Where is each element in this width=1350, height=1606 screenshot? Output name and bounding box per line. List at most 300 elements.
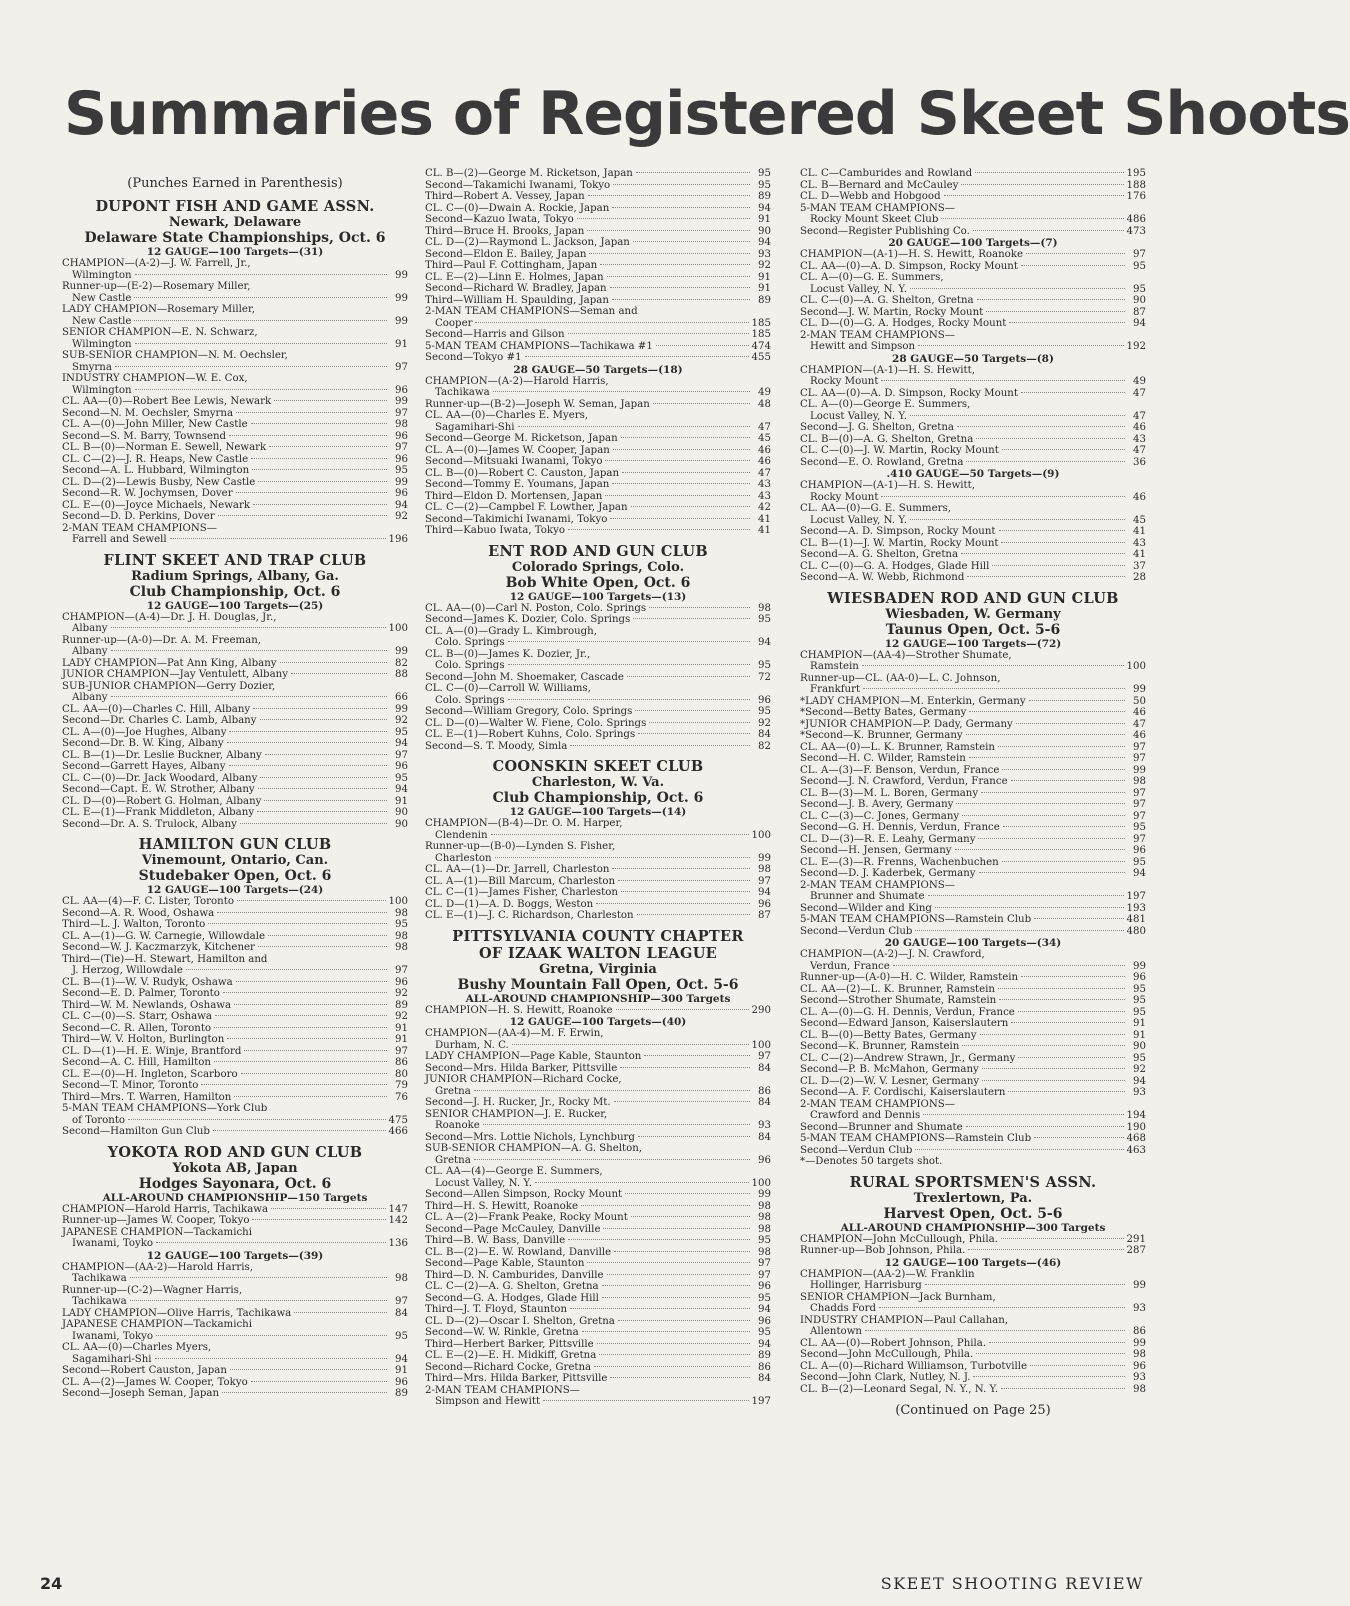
dot-leader [999,530,1125,531]
dot-leader [649,607,750,608]
result-line [425,1281,771,1293]
result-text: CL. AA—(0)—Charles Myers, [62,1342,212,1353]
result-text: INDUSTRY CHAMPION—W. E. Cox, [62,373,248,384]
result-line [62,1308,408,1320]
result-line [425,422,771,434]
dot-leader [1001,1238,1124,1239]
result-line [425,1327,771,1339]
dot-leader [967,576,1125,577]
result-name: Second—John Clark, Nutley, N. J. [800,1372,971,1383]
result-line [800,845,1146,857]
result-text: 2-MAN TEAM CHAMPIONS— [800,879,955,891]
result-score: 96 [758,898,771,910]
club-name: OF IZAAK WALTON LEAGUE [478,944,717,962]
result-score: 90 [1133,295,1146,306]
result-score: 99 [395,476,408,488]
gauge-heading: 12 GAUGE—100 Targets—(39) [146,1249,324,1262]
result-line [62,796,408,808]
dot-leader [130,1300,387,1301]
result-name: Rocky Mount [810,376,879,387]
dot-leader [258,481,387,482]
dot-leader [234,1096,387,1097]
result-line [800,1007,1146,1019]
gauge-heading: 20 GAUGE—100 Targets—(7) [888,237,1058,249]
result-name: Second—Tommy E. Youmans, Japan [425,479,610,490]
result-text: CL. C—(0)—Carroll W. Williams, [425,683,591,694]
result-score: 41 [758,525,771,536]
result-score: 287 [1126,1245,1146,1256]
dot-leader [587,1262,750,1263]
dot-leader [111,650,387,651]
result-name: CL. A—(0)—James W. Cooper, Japan [425,444,610,456]
dot-leader [271,1208,385,1209]
dot-leader [483,1124,750,1125]
result-line [800,742,1146,754]
result-score: 91 [758,283,771,294]
dot-leader [1016,723,1125,724]
result-score: 47 [1133,410,1146,422]
result-line [425,1097,771,1109]
result-name: Iwanami, Toyko [72,1238,154,1249]
result-score: 48 [758,398,771,410]
result-score: 91 [395,795,408,807]
result-name: Second—A. W. Webb, Richmond [800,572,965,583]
result-line [62,431,408,443]
result-name: 5-MAN TEAM CHAMPIONS—Tachikawa #1 [425,340,653,352]
dot-leader [910,415,1125,416]
dot-leader [260,777,387,778]
dot-leader [156,1335,387,1336]
result-name: CL. AA—(0)—Robert Bee Lewis, Newark [62,396,272,407]
result-name: Second—Joseph Seman, Japan [62,1388,220,1399]
dot-leader [508,641,750,642]
result-line [62,477,408,489]
result-line [425,1235,771,1247]
result-name: CL. A—(0)—Richard Williamson, Turbotville [800,1360,1028,1372]
result-score: 97 [1133,741,1146,753]
result-score: 84 [758,729,771,740]
result-score: 96 [395,1376,408,1388]
dot-leader [910,519,1125,520]
result-name: Second—K. Brunner, Ramstein [800,1041,960,1052]
result-text: SUB-SENIOR CHAMPION—N. M. Oechsler, [62,350,288,361]
club-name: PITTSYLVANIA COUNTY CHAPTER [452,927,744,945]
result-name: Second—J. B. Avery, Germany [800,799,954,810]
result-line [425,341,771,353]
result-line [425,1005,771,1017]
result-name: Locust Valley, N. Y. [810,410,908,422]
result-line [425,637,771,649]
club-name: HAMILTON GUN CLUB [138,836,332,853]
result-name: CL. B—(3)—M. L. Boren, Germany [800,787,979,799]
result-name: Second—James K. Dozier, Colo. Springs [425,614,631,625]
result-name: Colo. Springs [435,694,505,706]
result-score: 94 [758,202,771,214]
result-score: 98 [758,864,771,875]
result-score: 94 [395,784,408,795]
dot-leader [973,1376,1125,1377]
club-name: WIESBADEN ROD AND GUN CLUB [827,589,1119,607]
dot-leader [251,423,387,424]
result-score: 98 [395,942,408,953]
gauge-heading: 12 GAUGE—100 Targets—(24) [146,884,324,896]
result-line [425,352,771,364]
result-score: 96 [1133,972,1146,983]
dot-leader [944,195,1124,196]
dot-leader [236,412,387,413]
result-line [62,1238,408,1250]
result-name: Second—Garrett Hayes, Albany [62,761,226,772]
gauge-heading: 12 GAUGE—100 Targets—(31) [146,246,324,258]
result-score: 28 [1133,572,1146,583]
club-location: Radium Springs, Albany, Ga. [131,568,339,584]
dot-leader [208,923,387,924]
result-score: 473 [1126,225,1146,237]
result-score: 92 [395,988,408,999]
result-line [800,707,1146,719]
result-score: 46 [758,444,771,456]
result-line [62,988,408,1000]
result-line [62,646,408,658]
dot-leader [975,172,1123,173]
result-line [425,1155,771,1167]
gauge-heading: 28 GAUGE—50 Targets—(18) [513,363,683,376]
result-score: 99 [395,646,408,657]
result-name: Durham, N. C. [435,1039,509,1051]
result-line [62,534,408,546]
result-score: 90 [395,807,408,818]
result-score: 96 [395,453,408,465]
result-text: CL. A—(0)—George E. Summers, [800,399,971,410]
result-name: CL. B—(0)—A. G. Shelton, Gretna [800,433,974,445]
result-name: Locust Valley, N. Y. [810,283,908,295]
result-name: Second—S. M. Barry, Townsend [62,430,227,442]
result-text: 2-MAN TEAM CHAMPIONS— [800,329,955,341]
result-score: 188 [1126,179,1146,191]
result-line [425,260,771,272]
result-score: 468 [1126,1133,1146,1144]
dot-leader [915,930,1123,931]
result-line [800,168,1146,180]
result-name: LADY CHAMPION—Page Kable, Staunton [425,1051,642,1062]
dot-leader [637,914,750,915]
dot-leader [1018,1057,1125,1058]
event-title: Bushy Mountain Fall Open, Oct. 5-6 [457,976,739,993]
result-name: Frankfurt [810,684,861,695]
result-text: SENIOR CHAMPION—E. N. Schwarz, [62,327,258,338]
club-location: Charleston, W. Va. [531,775,665,790]
dot-leader [612,207,750,208]
result-line [800,834,1146,846]
result-name: Runner-up—(B-2)—Joseph W. Seman, Japan [425,398,650,410]
result-line [62,1069,408,1081]
result-name: Second—Harris and Gilson [425,329,565,340]
result-text: Third—(Tie)—H. Stewart, Hamilton and [62,953,268,965]
result-score: 100 [388,623,408,634]
dot-leader [251,1381,387,1382]
result-name: Rocky Mount Skeet Club [810,214,939,225]
result-line [425,180,771,192]
result-name: Albany [72,623,108,634]
result-score: 99 [395,292,408,304]
dot-leader [597,1343,750,1344]
result-line [62,727,408,739]
result-score: 98 [758,1200,771,1212]
dot-leader [156,1242,386,1243]
result-name: CL. E—(1)—Frank Middleton, Albany [62,807,255,818]
result-score: 89 [758,1350,771,1361]
dot-leader [251,458,387,459]
result-name: Colo. Springs [435,637,505,648]
result-name: J. Herzog, Willowdale [72,965,183,976]
dot-leader [1009,322,1125,323]
dot-leader [280,662,387,663]
result-text: 5-MAN TEAM CHAMPIONS— [800,202,955,214]
dot-leader [879,1307,1125,1308]
result-text: *—Denotes 50 targets shot. [800,1156,943,1167]
result-line [62,761,408,773]
result-name: Locust Valley, N. Y. [810,514,908,526]
result-name: Locust Valley, N. Y. [435,1177,533,1189]
dot-leader [1030,1365,1125,1366]
dot-leader [915,1149,1123,1150]
dot-leader [865,1330,1125,1331]
result-name: CL. C—Camburides and Rowland [800,168,973,179]
dot-leader [602,1285,750,1286]
result-score: 50 [1133,695,1146,707]
result-score: 96 [395,976,408,988]
result-line [425,1224,771,1236]
result-score: 47 [1133,445,1146,456]
result-name: Third—Mrs. Hilda Barker, Pittsville [425,1373,608,1384]
dot-leader [1002,449,1125,450]
dot-leader [568,1239,750,1240]
dot-leader [474,1159,750,1160]
result-name: Second—Page McCauley, Danville [425,1223,601,1235]
club-name: YOKOTA ROD AND GUN CLUB [107,1143,363,1161]
result-score: 97 [1133,249,1146,260]
dot-leader [968,1249,1123,1250]
result-name: CL. D—(2)—Oscar I. Shelton, Gretna [425,1315,615,1327]
result-name: Second—Capt. E. W. Strother, Albany [62,784,255,795]
result-text: Runner-up—(E-2)—Rosemary Miller, [62,281,251,292]
gauge-heading: ALL-AROUND CHAMPIONSHIP—300 Targets [465,992,731,1005]
result-line [425,168,771,180]
dot-leader [636,172,750,173]
result-name: CHAMPION—(A-1)—H. S. Hewitt, Roanoke [800,249,1024,260]
dot-leader [966,1126,1124,1127]
result-line [62,454,408,466]
dot-leader [218,515,387,516]
dot-leader [1021,976,1125,977]
result-line [800,561,1146,573]
dot-leader [966,461,1125,462]
result-text: CL. AA—(0)—Charles E. Myers, [425,410,589,421]
result-score: 94 [395,738,408,749]
result-line [800,1349,1146,1361]
result-score: 94 [395,499,408,511]
result-score: 99 [395,315,408,327]
result-text: CL. AA—(0)—G. E. Summers, [800,503,951,514]
result-line [425,479,771,491]
result-name: 5-MAN TEAM CHAMPIONS—Ramstein Club [800,1133,1032,1144]
result-name: 5-MAN TEAM CHAMPIONS—Ramstein Club [800,914,1032,925]
result-score: 84 [758,1131,771,1143]
result-score: 94 [1133,1075,1146,1087]
result-name: Tachikawa [72,1273,127,1284]
result-line [800,249,1146,261]
result-score: 91 [1133,1029,1146,1041]
dot-leader [589,253,750,254]
result-score: 142 [388,1215,408,1226]
result-name: Second—T. Minor, Toronto [62,1080,199,1091]
result-score: 94 [758,637,771,648]
dot-leader [966,734,1125,735]
result-name: CL. AA—(0)—Robert Johnson, Phila. [800,1337,987,1349]
result-score: 95 [758,614,771,625]
result-name: Second—R. W. Jochymsen, Dover [62,488,233,499]
result-score: 185 [751,329,771,340]
result-line [800,1245,1146,1257]
result-name: Second—D. J. Kaderbek, Germany [800,868,976,879]
result-line [62,692,408,704]
result-line [62,1057,408,1069]
result-name: CL. A—(2)—James W. Cooper, Tokyo [62,1376,248,1388]
result-name: Second—Mrs. Lottie Nichols, Lynchburg [425,1131,635,1143]
result-name: CL. B—(0)—Norman E. Sewell, Newark [62,442,267,453]
result-line [62,396,408,408]
result-name: Tachikawa [435,387,490,398]
dot-leader [977,299,1125,300]
result-line [62,1204,408,1216]
result-text: INDUSTRY CHAMPION—Paul Callahan, [800,1314,1009,1326]
result-name: Second—Richard Cocke, Gretna [425,1361,592,1373]
dot-leader [625,1193,750,1194]
result-score: 94 [758,887,771,898]
result-line [425,660,771,672]
result-line [425,329,771,341]
result-name: CL. D—(2)—W. V. Lesner, Germany [800,1075,980,1087]
result-score: 480 [1126,925,1146,937]
result-name: Third—Robert A. Vessey, Japan [425,191,585,202]
result-score: 147 [388,1203,408,1215]
result-line [62,1011,408,1023]
result-score: 93 [758,1120,771,1131]
result-line [62,1377,408,1389]
result-line [62,715,408,727]
result-line [62,704,408,716]
result-line [425,1339,771,1351]
result-line [800,765,1146,777]
dot-leader [976,1353,1125,1354]
result-score: 97 [1133,810,1146,822]
result-score: 49 [1133,376,1146,387]
result-name: Third—William H. Spaulding, Japan [425,294,609,306]
result-score: 97 [395,965,408,976]
gauge-heading: ALL-AROUND CHAMPIONSHIP—150 Targets [102,1191,368,1204]
dot-leader [241,1073,387,1074]
dot-leader [613,184,750,185]
dot-leader [252,469,387,470]
result-line [62,1388,408,1400]
result-score: 100 [751,1039,771,1051]
result-line [800,1303,1146,1315]
result-name: CL. E—(1)—Robert Kuhns, Colo. Springs [425,729,636,740]
result-name: Gretna [435,1154,471,1166]
result-score: 90 [1133,1041,1146,1052]
result-score: 96 [395,761,408,772]
dot-leader [543,1400,748,1401]
dot-leader [1034,1137,1123,1138]
result-name: Second—Allen Simpson, Rocky Mount [425,1189,623,1200]
result-line [800,388,1146,400]
result-text: SUB-JUNIOR CHAMPION—Gerry Dozier, [62,680,276,692]
dot-leader [605,460,750,461]
result-score: 98 [758,1246,771,1258]
result-line [425,899,771,911]
result-line [425,1212,771,1224]
result-name: Hollinger, Harrisburg [810,1280,922,1291]
result-name: Second—Edward Janson, Kaiserslautern [800,1018,1009,1029]
result-line [800,1372,1146,1384]
result-line [62,270,408,282]
result-line [800,1122,1146,1134]
dot-leader [214,1027,387,1028]
result-name: CL. D—(1)—A. D. Boggs, Weston [425,898,594,910]
result-line [425,695,771,707]
result-line [800,914,1146,926]
result-name: Farrell and Sewell [72,534,167,545]
gauge-heading: 12 GAUGE—100 Targets—(46) [884,1256,1062,1269]
result-name: CL. C—(2)—Andrew Strawn, Jr., Germany [800,1052,1016,1064]
result-name: Second—S. T. Moody, Simla [425,740,568,752]
dot-leader [961,184,1123,185]
result-score: 455 [751,352,771,363]
result-score: 95 [395,465,408,476]
gauge-heading: 20 GAUGE—100 Targets—(34) [884,937,1062,949]
result-name: CHAMPION—John McCullough, Phila. [800,1233,998,1245]
result-line [800,995,1146,1007]
dot-leader [1001,542,1125,543]
result-line [800,226,1146,238]
result-line [62,669,408,681]
result-name: CL. E—(0)—Joyce Michaels, Newark [62,499,251,511]
result-line [800,753,1146,765]
result-score: 90 [758,225,771,237]
result-name: Second—A. F. Cordischi, Kaiserslautern [800,1087,1006,1098]
result-score: 193 [1126,902,1146,914]
dot-leader [587,230,750,231]
dot-leader [1021,265,1125,266]
result-text: CHAMPION—(A-2)—Harold Harris, [425,375,609,387]
result-line [62,658,408,670]
dot-leader [230,1369,387,1370]
result-score: 92 [1133,1064,1146,1075]
result-score: 176 [1126,191,1146,202]
dot-leader [111,627,386,628]
result-name: CL. A—(1)—G. W. Carnegie, Willowdale [62,930,266,942]
event-title: Studebaker Open, Oct. 6 [138,868,332,884]
result-name: Third—Bruce H. Brooks, Japan [425,225,585,237]
result-name: CL. D—(0)—Robert G. Holman, Albany [62,795,262,807]
result-line [800,1280,1146,1292]
result-name: Brunner and Shumate [810,891,925,902]
page-number: 24 [40,1574,63,1593]
result-line [62,511,408,523]
dot-leader [1008,1091,1125,1092]
result-name: CL. A—(0)—Joe Hughes, Albany [62,726,227,738]
result-score: 100 [751,1177,771,1189]
